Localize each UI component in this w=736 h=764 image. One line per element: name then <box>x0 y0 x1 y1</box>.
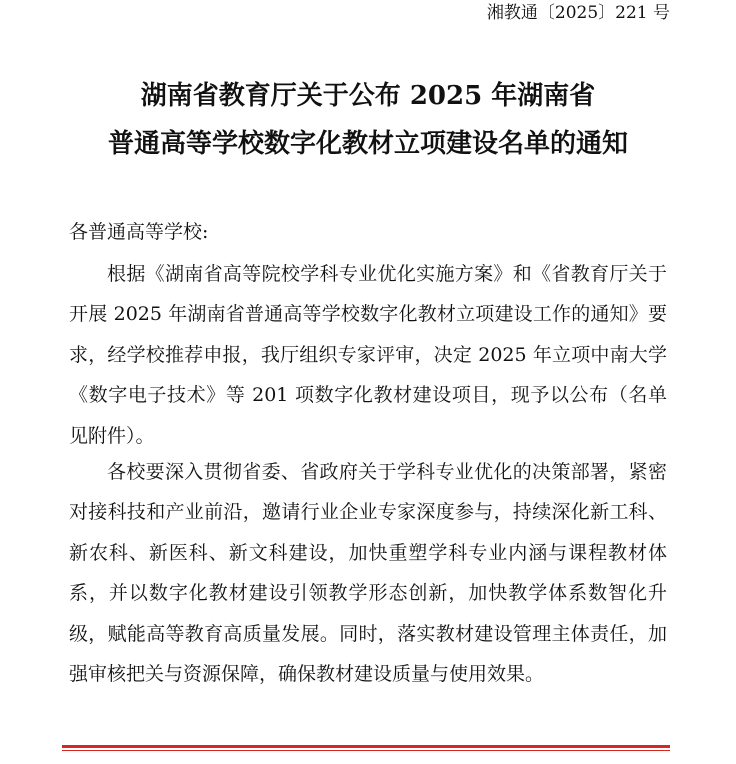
document-title-line-1: 湖南省教育厅关于公布 2025 年湖南省 <box>140 81 596 111</box>
document-number: 湘教通〔2025〕221 号 <box>486 3 670 23</box>
salutation: 各普通高等学校: <box>69 221 209 243</box>
body-paragraph-2: 各校要深入贯彻省委、省政府关于学科专业优化的决策部署，紧密对接科技和产业前沿，邀请行业企业专家深度参与，持续深化新工科、新农科、新医科、新文科建设，加快重塑学科专业内涵与课程教材体系，并以数字化教材建设引领教学形态创新，加快教学体系数智化升级，赋能高等教育高质量发展。同时，落实教材建设管理主体责任，加强审核把关与资源保障，确保教材建设质量与使用效果。 <box>69 461 667 686</box>
body-paragraph-1: 根据《湖南省高等院校学科专业优化实施方案》和《省教育厅关于开展 2025 年湖南省普通高等学校数字化教材立项建设工作的通知》要求，经学校推荐申报，我厅组织专家评审，决定 2025 年立项中南大学《数字电子技术》等 201 项数字化教材建设项目，现予以公布（名单见附件）。 <box>69 263 667 447</box>
document-title-line-2: 普通高等学校数字化教材立项建设名单的通知 <box>107 129 628 159</box>
red-divider-thick <box>62 745 670 748</box>
red-divider-thin <box>62 750 670 751</box>
